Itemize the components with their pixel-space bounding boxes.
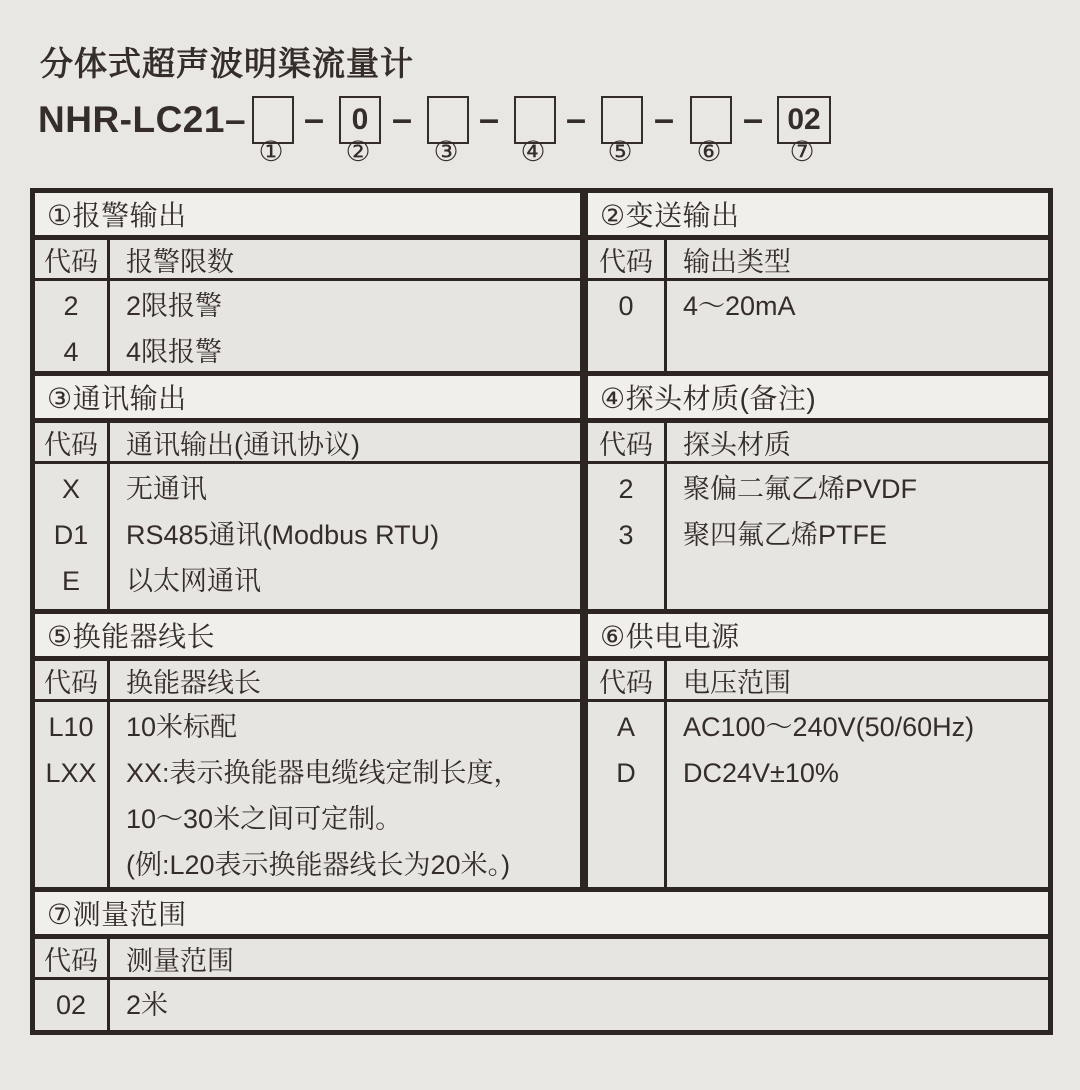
code-column-header: 代码 [35,939,110,977]
data-area [35,281,580,371]
column-header-row [588,240,1048,281]
code-column-header: 代码 [35,661,110,699]
desc-cells [110,702,580,887]
code-column-header: 代码 [35,240,110,278]
table-row-pair-3 [35,609,1048,887]
column-header-row [588,661,1048,702]
code-cells [35,980,110,1030]
desc-cells [110,281,580,371]
section-probe-material [580,376,1048,609]
section-transducer-cable-length [35,614,580,887]
selection-table [30,188,1053,1035]
data-area [588,281,1048,371]
desc-cell: 10米标配 [126,712,238,742]
desc-cell: 2限报警 [126,291,223,321]
dash-separator: – [653,98,675,139]
dash-separator: – [478,98,500,139]
desc-cell: 聚四氟乙烯PTFE [683,520,888,550]
column-header-row [35,661,580,702]
desc-column-header: 电压范围 [683,667,791,698]
table-row-pair-1 [35,193,1048,371]
code-cell: E [61,566,80,596]
data-area [35,464,580,609]
code-cells [35,464,110,609]
desc-cell: AC100～240V(50/60Hz) [683,712,975,742]
code-cell: 3 [618,520,634,550]
section-title: ⑤换能器线长 [35,614,580,661]
circled-1-marker: ① [258,136,284,167]
desc-column-header: 输出类型 [683,246,791,277]
table-row-pair-2 [35,371,1048,609]
code-cell: D1 [53,520,89,550]
code-cell: LXX [45,758,97,788]
section-title: ③通讯输出 [35,376,580,423]
circled-3-marker: ③ [433,136,459,167]
section-title: ①报警输出 [35,193,580,240]
section-title: ④探头材质(备注) [588,376,1048,423]
code-cell: D [616,758,636,788]
desc-cells [667,464,1048,609]
code-cell: 2 [63,291,79,321]
data-area [35,980,1048,1030]
column-header-row [35,423,580,464]
circled-5-marker: ⑤ [607,136,633,167]
page-title: 分体式超声波明渠流量计 [40,45,414,82]
desc-cells [667,702,1048,887]
circled-2-marker: ② [345,136,371,167]
code-cell: 4 [63,337,79,367]
section-title: ⑥供电电源 [588,614,1048,661]
desc-cell: 无通讯 [126,474,207,504]
desc-cells [110,980,1048,1030]
data-area [35,702,580,887]
code-column-header: 代码 [588,423,667,461]
section-title: ⑦测量范围 [35,892,1048,939]
desc-cell: 以太网通讯 [126,566,261,596]
code-cells [35,281,110,371]
desc-cell: 2米 [126,990,169,1020]
desc-cells [667,281,1048,371]
desc-cell: 4限报警 [126,337,223,367]
desc-cells [110,464,580,609]
code-column-header: 代码 [588,661,667,699]
desc-column-header: 通讯输出(通讯协议) [126,429,360,460]
circled-6-marker: ⑥ [696,136,722,167]
section-alarm-output [35,193,580,371]
column-header-row [35,939,1048,980]
code-cells [588,702,667,887]
code-column-header: 代码 [588,240,667,278]
code-cell: L10 [48,712,94,742]
dash-separator: – [303,98,325,139]
code-cell: A [616,712,635,742]
code-cells [35,702,110,887]
desc-cell: DC24V±10% [683,758,839,788]
column-header-row [35,240,580,281]
data-area [588,702,1048,887]
desc-cell: 10～30米之间可定制。 [126,804,403,834]
code-cell: 0 [618,291,634,321]
code-cells [588,281,667,371]
model-prefix: NHR-LC21– [38,99,247,140]
model-box-7: 02 [777,96,831,144]
desc-cell: 聚偏二氟乙烯PVDF [683,474,918,504]
dash-separator: – [742,98,764,139]
section-communication-output [35,376,580,609]
code-cell: 02 [55,990,87,1020]
code-column-header: 代码 [35,423,110,461]
column-header-row [588,423,1048,464]
section-transmit-output [580,193,1048,371]
desc-column-header: 换能器线长 [126,667,261,698]
section-measurement-range [35,887,1048,1030]
dash-separator: – [565,98,587,139]
desc-column-header: 报警限数 [126,246,234,277]
model-box-2: 0 [339,96,381,144]
desc-cell: (例:L20表示换能器线长为20米。) [126,850,511,880]
data-area [588,464,1048,609]
circled-7-marker: ⑦ [789,136,815,167]
code-cell: 2 [618,474,634,504]
desc-cell: 4～20mA [683,291,796,321]
section-title: ②变送输出 [588,193,1048,240]
desc-column-header: 测量范围 [126,945,234,976]
code-cell: X [61,474,80,504]
circled-4-marker: ④ [520,136,546,167]
desc-cell: XX:表示换能器电缆线定制长度， [126,758,521,788]
section-power-supply [580,614,1048,887]
code-cells [588,464,667,609]
dash-separator: – [391,98,413,139]
desc-cell: RS485通讯(Modbus RTU) [126,520,440,550]
desc-column-header: 探头材质 [683,429,791,460]
